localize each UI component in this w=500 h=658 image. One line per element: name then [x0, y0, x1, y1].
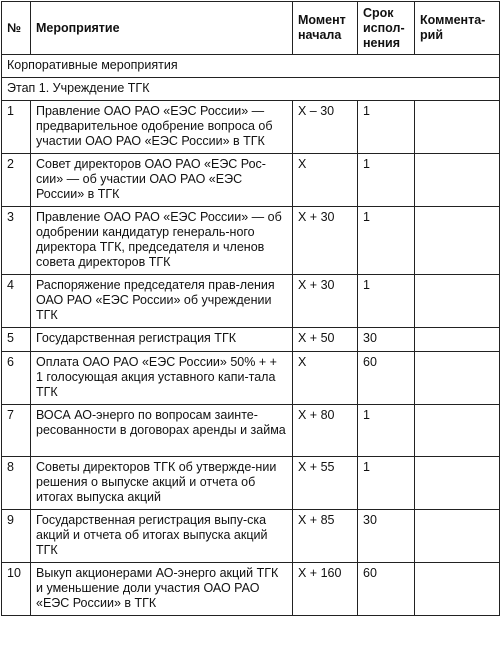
section-title: Корпоративные мероприятия — [2, 55, 500, 78]
row-event: Государственная регистрация ТГК — [31, 328, 293, 352]
row-num: 4 — [2, 275, 31, 328]
row-duration: 1 — [358, 154, 415, 207]
table-row — [2, 207, 500, 275]
header-num: № — [2, 2, 31, 55]
row-num: 7 — [2, 405, 31, 457]
row-event: Правление ОАО РАО «ЕЭС России» — предварительное одобрение вопроса об участии ОАО РАО «ЕЭС России» в ТГК — [31, 101, 293, 154]
row-num: 1 — [2, 101, 31, 154]
row-num: 5 — [2, 328, 31, 352]
header-start: Момент начала — [293, 2, 358, 55]
row-comment — [415, 405, 500, 457]
row-duration: 30 — [358, 328, 415, 352]
row-start: X — [293, 154, 358, 207]
row-num: 9 — [2, 510, 31, 563]
row-event: Совет директоров ОАО РАО «ЕЭС Рос-сии» — об участии ОАО РАО «ЕЭС России» в ТГК — [31, 154, 293, 207]
row-duration: 1 — [358, 405, 415, 457]
stage-row — [2, 78, 500, 101]
row-event: Распоряжение председателя прав-ления ОАО РАО «ЕЭС России» об учреждении ТГК — [31, 275, 293, 328]
row-comment — [415, 207, 500, 275]
row-duration: 60 — [358, 352, 415, 405]
row-comment — [415, 563, 500, 616]
row-num: 3 — [2, 207, 31, 275]
table-row — [2, 405, 500, 457]
header-event: Мероприятие — [31, 2, 293, 55]
row-duration: 1 — [358, 275, 415, 328]
row-event: Правление ОАО РАО «ЕЭС России» — об одобрении кандидатур генераль-ного директора ТГК, председателя и членов совета директоров ТГК — [31, 207, 293, 275]
row-comment — [415, 101, 500, 154]
row-duration: 30 — [358, 510, 415, 563]
schedule-table — [1, 1, 500, 616]
row-comment — [415, 275, 500, 328]
row-start: X – 30 — [293, 101, 358, 154]
row-duration: 1 — [358, 207, 415, 275]
row-comment — [415, 328, 500, 352]
table-row — [2, 101, 500, 154]
table-row — [2, 510, 500, 563]
stage-title: Этап 1. Учреждение ТГК — [2, 78, 500, 101]
table-row — [2, 275, 500, 328]
row-event: Оплата ОАО РАО «ЕЭС России» 50% + + 1 голосующая акция уставного капи-тала ТГК — [31, 352, 293, 405]
row-num: 2 — [2, 154, 31, 207]
row-start: X + 55 — [293, 457, 358, 510]
row-num: 6 — [2, 352, 31, 405]
row-event: Государственная регистрация выпу-ска акций и отчета об итогах выпуска акций ТГК — [31, 510, 293, 563]
header-comment: Коммента-рий — [415, 2, 500, 55]
row-event: ВОСА АО-энерго по вопросам заинте-ресованности в договорах аренды и займа — [31, 405, 293, 457]
row-comment — [415, 154, 500, 207]
row-event: Выкуп акционерами АО-энерго акций ТГК и уменьшение доли участия ОАО РАО «ЕЭС России» в ТГК — [31, 563, 293, 616]
row-duration: 1 — [358, 101, 415, 154]
row-start: X + 80 — [293, 405, 358, 457]
row-comment — [415, 352, 500, 405]
table-row — [2, 457, 500, 510]
table-row — [2, 154, 500, 207]
row-num: 10 — [2, 563, 31, 616]
section-row — [2, 55, 500, 78]
table-row — [2, 563, 500, 616]
row-start: X — [293, 352, 358, 405]
row-comment — [415, 457, 500, 510]
row-comment — [415, 510, 500, 563]
table-row — [2, 352, 500, 405]
row-start: X + 85 — [293, 510, 358, 563]
row-duration: 1 — [358, 457, 415, 510]
row-start: X + 160 — [293, 563, 358, 616]
header-row — [2, 2, 500, 55]
row-start: X + 50 — [293, 328, 358, 352]
row-event: Советы директоров ТГК об утвержде-нии решения о выпуске акций и отчета об итогах выпуска акций — [31, 457, 293, 510]
header-duration: Срок испол-нения — [358, 2, 415, 55]
row-duration: 60 — [358, 563, 415, 616]
row-num: 8 — [2, 457, 31, 510]
table-row — [2, 328, 500, 352]
row-start: X + 30 — [293, 207, 358, 275]
row-start: X + 30 — [293, 275, 358, 328]
